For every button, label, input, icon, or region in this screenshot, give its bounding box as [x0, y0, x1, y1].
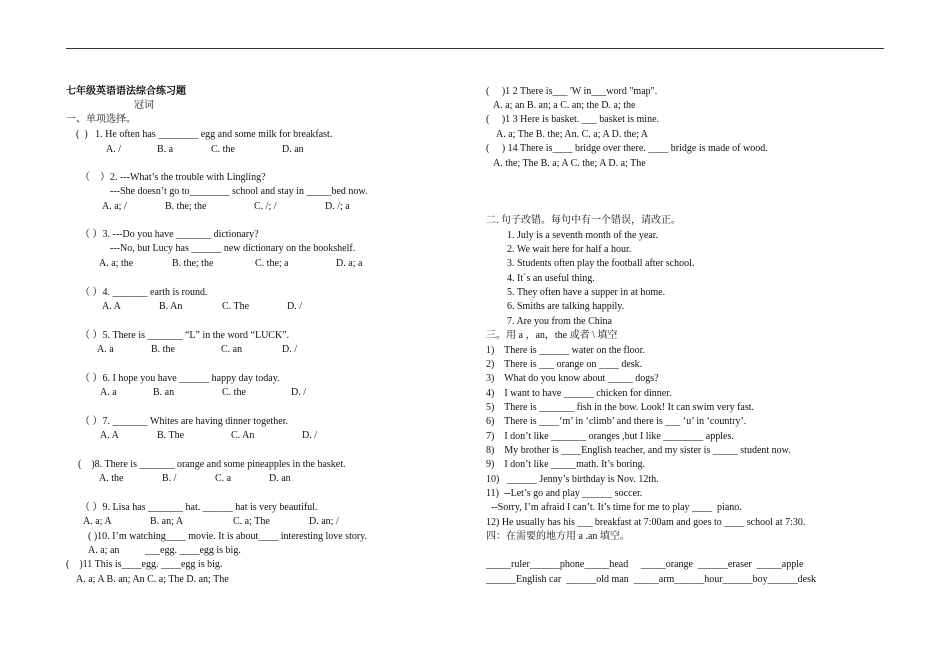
section3-heading: 三。用 a ，an，the 或者 \ 填空: [486, 330, 618, 341]
q8-option-c: C. a: [215, 473, 232, 484]
worksheet-title: 七年级英语语法综合练习题: [66, 86, 186, 97]
q9-stem: （ ）9. Lisa has _______ hat. ______ hat is very beautiful.: [80, 502, 318, 513]
q14-options: A. the; The B. a; A C. the; A D. a; The: [493, 158, 646, 169]
q1-option-c: C. the: [211, 144, 235, 155]
q8-option-a: A. the: [99, 473, 124, 484]
q3-option-d: D. a; a: [336, 258, 363, 269]
q8-option-b: B. /: [162, 473, 177, 484]
q12-options: A. a; an B. an; a C. an; the D. a; the: [493, 100, 636, 111]
q7-option-b: B. The: [157, 430, 185, 441]
q9-option-a: A. a; A: [83, 516, 112, 527]
q6-option-d: D. /: [291, 387, 306, 398]
q3-line2: ---No, but Lucy has ______ new dictionary on the bookshelf.: [110, 243, 356, 254]
section1-heading: 一、单项选择。: [66, 114, 136, 125]
section2-item: 2. We wait here for half a hour.: [507, 244, 632, 255]
section3-item: 8) My brother is ____English teacher, and my sister is _____ student now.: [486, 445, 791, 456]
q5-option-c: C. an: [221, 344, 243, 355]
q4-option-b: B. An: [159, 301, 183, 312]
q7-option-a: A. A: [100, 430, 119, 441]
q5-option-b: B. the: [151, 344, 175, 355]
q6-option-a: A. a: [100, 387, 117, 398]
q2-option-a: A. a; /: [102, 201, 127, 212]
q1-option-b: B. a: [157, 144, 174, 155]
q6-stem: （ ）6. I hope you have ______ happy day today.: [80, 373, 280, 384]
q2-stem: （ ）2. ---What’s the trouble with Lingling?: [80, 172, 266, 183]
section3-item: 11) --Let’s go and play ______ soccer.: [486, 488, 643, 499]
section2-item: 1. July is a seventh month of the year.: [507, 230, 659, 241]
q10-option-rest: ___egg. ____egg is big.: [145, 545, 241, 556]
q11-stem: ( )11 This is____egg. ____egg is big.: [66, 559, 223, 570]
q14-stem: ( ) 14 There is____ bridge over there. ____ bridge is made of wood.: [486, 143, 768, 154]
section3-item: 10) ______ Jenny’s birthday is Nov. 12th.: [486, 474, 659, 485]
q3-option-b: B. the; the: [172, 258, 214, 269]
q5-option-a: A. a: [97, 344, 114, 355]
q6-option-c: C. the: [222, 387, 246, 398]
q2-line2: ---She doesn’t go to________ school and stay in _____bed now.: [110, 186, 368, 197]
q2-option-c: C. /; /: [254, 201, 277, 212]
q7-stem: （ ）7. _______ Whites are having dinner together.: [80, 416, 289, 427]
section2-heading: 二. 句子改错。每句中有一个错误，请改正。: [486, 215, 681, 226]
section2-item: 6. Smiths are talking happily.: [507, 301, 625, 312]
q2-option-d: D. /; a: [325, 201, 350, 212]
q10-option-a: A. a; an: [88, 545, 120, 556]
q9-option-b: B. an; A: [150, 516, 184, 527]
q1-option-d: D. an: [282, 144, 304, 155]
section3-item: 5) There is _______ fish in the bow. Look! It can swim very fast.: [486, 402, 755, 413]
q6-option-b: B. an: [153, 387, 175, 398]
worksheet-subtitle: 冠词: [134, 100, 154, 111]
section3-item: 9) I don’t like _____math. It’s boring.: [486, 459, 645, 470]
header-rule: [66, 48, 884, 49]
q9-option-d: D. an; /: [309, 516, 339, 527]
section3-item: 6) There is ____‘m’ in ‘climb’ and there is ___ ‘u’ in ‘country’.: [486, 416, 747, 427]
q4-option-d: D. /: [287, 301, 302, 312]
q1-option-a: A. /: [106, 144, 121, 155]
q3-option-a: A. a; the: [99, 258, 134, 269]
section2-item: 5. They often have a supper in at home.: [507, 287, 666, 298]
section4-row: _____ruler______phone_____head _____orange ______eraser _____apple: [486, 559, 804, 570]
q8-stem: ( )8. There is _______ orange and some pineapples in the basket.: [78, 459, 346, 470]
section4-heading: 四：在需要的地方用 a .an 填空。: [486, 531, 630, 542]
q10-stem: ( )10. I’m watching____ movie. It is about____ interesting love story.: [88, 531, 368, 542]
section2-item: 7. Are you from the China: [507, 316, 612, 327]
q2-option-b: B. the; the: [165, 201, 207, 212]
section4-row: ______English car ______old man _____arm______hour______boy______desk: [486, 574, 816, 585]
q4-option-a: A. A: [102, 301, 121, 312]
q13-stem: ( )1 3 Here is basket. ___ basket is mine.: [486, 114, 660, 125]
q8-option-d: D. an: [269, 473, 291, 484]
q7-option-c: C. An: [231, 430, 255, 441]
q3-option-c: C. the; a: [255, 258, 289, 269]
section3-item: --Sorry, I’m afraid I can’t. It’s time for me to play ____ piano.: [486, 502, 742, 513]
q1-stem: ( ) 1. He often has ________ egg and some milk for breakfast.: [76, 129, 333, 140]
section3-item: 7) I don’t like _______ oranges ,but I like ________ apples.: [486, 431, 734, 442]
q4-option-c: C. The: [222, 301, 250, 312]
section3-item: 4) I want to have ______ chicken for dinner.: [486, 388, 672, 399]
section3-item: 1) There is ______ water on the floor.: [486, 345, 645, 356]
section3-item: 12) He usually has his ___ breakfast at 7:00am and goes to ____ school at 7:30.: [486, 517, 806, 528]
q4-stem: （ ）4. _______ earth is round.: [80, 287, 208, 298]
q5-stem: （ ）5. There is _______ “L” in the word “LUCK”.: [80, 330, 290, 341]
q3-stem: （ ）3. ---Do you have _______ dictionary?: [80, 229, 259, 240]
q11-options: A. a; A B. an; An C. a; The D. an; The: [76, 574, 229, 585]
section2-item: 4. It`s an useful thing.: [507, 273, 595, 284]
q13-options: A. a; The B. the; An. C. a; A D. the; A: [496, 129, 649, 140]
q12-stem: ( )1 2 There is___ 'W in___word "map".: [486, 86, 658, 97]
section2-item: 3. Students often play the football after school.: [507, 258, 695, 269]
section3-item: 3) What do you know about _____ dogs?: [486, 373, 659, 384]
section3-item: 2) There is ___ orange on ____ desk.: [486, 359, 643, 370]
q9-option-c: C. a; The: [233, 516, 270, 527]
q5-option-d: D. /: [282, 344, 297, 355]
q7-option-d: D. /: [302, 430, 317, 441]
